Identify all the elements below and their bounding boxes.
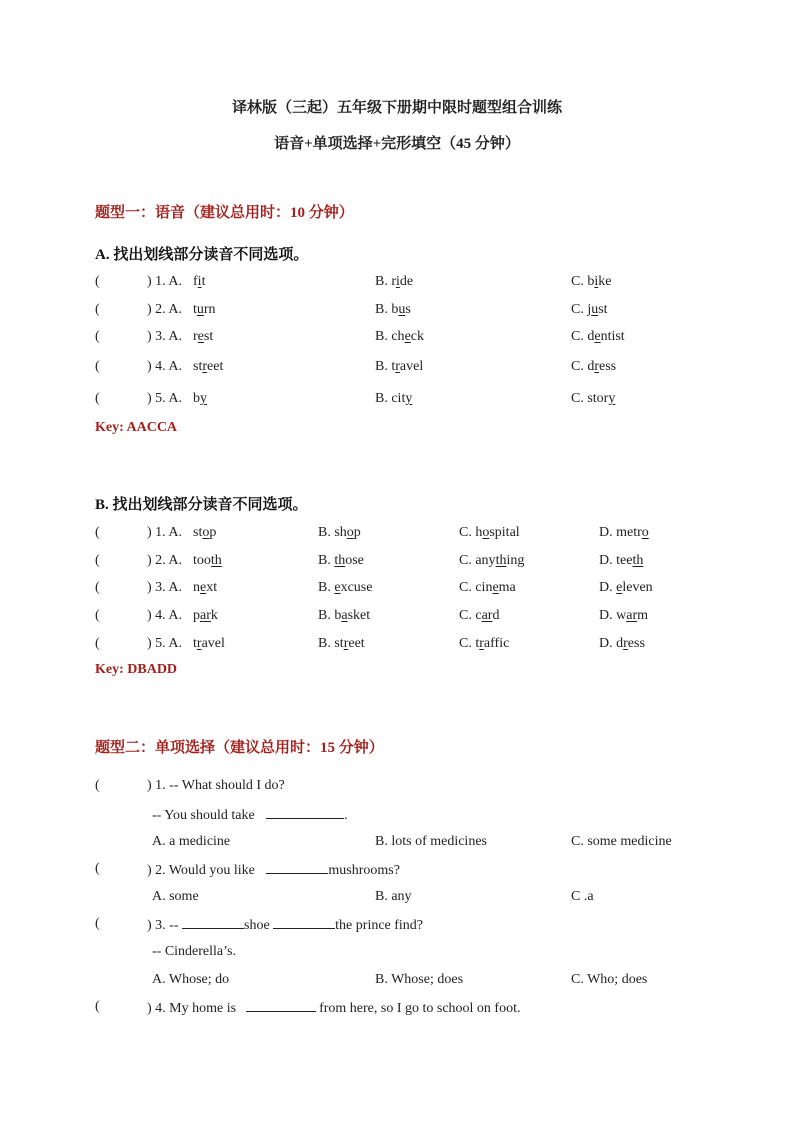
word-part: ma: [498, 580, 516, 595]
underlined-letters: r: [343, 636, 349, 651]
answer-paren[interactable]: (: [95, 553, 100, 568]
word-part: avel: [201, 636, 225, 651]
underlined-letters: y: [200, 391, 207, 406]
option-a: [193, 553, 222, 569]
word-part: ke: [598, 274, 612, 289]
option-c: [459, 525, 520, 541]
word-part: affic: [483, 636, 510, 651]
word-part: n: [193, 580, 200, 595]
option-a: [193, 359, 223, 375]
q2-stem-start: ) 2. Would you like: [147, 863, 255, 878]
word-part: B. ch: [375, 329, 405, 344]
option-a: [193, 329, 213, 345]
word-part: D.: [599, 580, 617, 595]
partA-answer-key: Key: AACCA: [95, 420, 178, 435]
q1-response-text: -- You should take: [152, 808, 255, 823]
partB-answer-key: Key: DBADD: [95, 662, 178, 677]
answer-paren[interactable]: (: [95, 636, 100, 651]
option-b: [375, 359, 423, 375]
q1-paren: (: [95, 778, 100, 793]
word-part: m: [637, 608, 649, 623]
partB-heading: B. 找出划线部分读音不同选项。: [95, 497, 308, 513]
q4-answer-blank[interactable]: [246, 999, 316, 1012]
word-part: ing: [506, 553, 525, 568]
underlined-letters: th: [495, 553, 507, 568]
word-part: st: [598, 302, 608, 317]
section1-heading: 题型一：语音（建议总用时：10 分钟）: [95, 205, 354, 221]
q3-stem-start: ) 3. --: [147, 918, 179, 933]
word-part: f: [193, 274, 198, 289]
q1-option-c: C. some medicine: [571, 834, 672, 849]
word-part: C. j: [571, 302, 592, 317]
q4-stem-end: from here, so I go to school on foot.: [319, 1001, 521, 1016]
underlined-letters: o: [641, 525, 649, 540]
word-part: rn: [203, 302, 216, 317]
option-d: [599, 608, 648, 624]
option-d: [599, 525, 649, 541]
word-part: C. d: [571, 359, 595, 374]
q3-option-c: C. Who; does: [571, 972, 648, 987]
option-c: [571, 329, 625, 345]
option-c: [571, 274, 611, 290]
word-part: B.: [318, 580, 335, 595]
underlined-letters: th: [632, 553, 644, 568]
q3-stem-mid: shoe: [244, 918, 270, 933]
q3-option-b: B. Whose; does: [375, 972, 464, 987]
question-number: ) 5. A.: [147, 391, 182, 406]
q2-stem-end: mushrooms?: [328, 863, 400, 878]
q1-option-a: A. a medicine: [152, 834, 231, 849]
word-part: D. tee: [599, 553, 633, 568]
option-d: [599, 553, 643, 569]
word-part: B. t: [375, 359, 396, 374]
answer-paren[interactable]: (: [95, 359, 100, 374]
word-part: C. h: [459, 525, 483, 540]
word-part: st: [193, 525, 203, 540]
underlined-letters: th: [334, 553, 346, 568]
word-part: too: [193, 553, 211, 568]
word-part: r: [193, 329, 198, 344]
word-part: s: [405, 302, 411, 317]
question-number: ) 4. A.: [147, 608, 182, 623]
q3-answer-blank-1[interactable]: [182, 916, 244, 929]
word-part: sket: [347, 608, 371, 623]
word-part: C. c: [459, 608, 482, 623]
option-b: [375, 274, 413, 290]
word-part: C. any: [459, 553, 496, 568]
word-part: b: [193, 391, 200, 406]
underlined-letters: i: [396, 274, 400, 289]
word-part: B.: [318, 553, 335, 568]
q2-option-a: A. some: [152, 889, 199, 904]
question-number: ) 1. A.: [147, 525, 182, 540]
q1-answer-blank[interactable]: [266, 806, 344, 819]
underlined-letters: o: [346, 525, 354, 540]
underlined-letters: e: [616, 580, 623, 595]
question-number: ) 3. A.: [147, 329, 182, 344]
underlined-letters: r: [594, 359, 600, 374]
answer-paren[interactable]: (: [95, 302, 100, 317]
option-a: [193, 391, 207, 407]
q2-stem: [147, 861, 400, 879]
word-part: xt: [206, 580, 218, 595]
word-part: st: [203, 329, 214, 344]
underlined-letters: e: [492, 580, 499, 595]
underlined-letters: i: [197, 274, 202, 289]
option-a: [193, 608, 218, 624]
question-number: ) 4. A.: [147, 359, 182, 374]
underlined-letters: r: [202, 359, 208, 374]
q1-response: [152, 806, 348, 824]
answer-paren[interactable]: (: [95, 525, 100, 540]
q4-paren: (: [95, 999, 100, 1014]
q1-option-b: B. lots of medicines: [375, 834, 487, 849]
underlined-letters: o: [482, 525, 490, 540]
answer-paren[interactable]: (: [95, 274, 100, 289]
word-part: leven: [622, 580, 653, 595]
word-part: t: [193, 302, 197, 317]
q3-answer-blank-2[interactable]: [273, 916, 335, 929]
option-b: [318, 636, 365, 652]
option-a: [193, 302, 216, 318]
word-part: st: [193, 359, 203, 374]
question-number: ) 3. A.: [147, 580, 182, 595]
q4-stem-start: ) 4. My home is: [147, 1001, 237, 1016]
word-part: spital: [489, 525, 520, 540]
word-part: p: [353, 525, 361, 540]
word-part: B. sh: [318, 525, 347, 540]
option-c: [459, 636, 509, 652]
word-part: C. t: [459, 636, 480, 651]
document-title: 译林版（三起）五年级下册期中限时题型组合训练: [231, 100, 562, 116]
word-part: k: [210, 608, 218, 623]
answer-paren[interactable]: (: [95, 329, 100, 344]
word-part: D. metr: [599, 525, 642, 540]
word-part: B. st: [318, 636, 344, 651]
underlined-letters: e: [334, 580, 341, 595]
option-b: [375, 391, 412, 407]
word-part: B. b: [318, 608, 342, 623]
q3-stem: [147, 916, 423, 934]
q2-paren: (: [95, 861, 100, 876]
option-a: [193, 525, 216, 541]
word-part: xcuse: [340, 580, 373, 595]
option-a: [193, 580, 217, 596]
word-part: C. stor: [571, 391, 609, 406]
word-part: eet: [348, 636, 365, 651]
document-subtitle: 语音+单项选择+完形填空（45 分钟）: [274, 136, 520, 152]
underlined-letters: u: [398, 302, 406, 317]
underlined-letters: e: [404, 329, 411, 344]
underlined-letters: a: [341, 608, 348, 623]
option-c: [571, 359, 616, 375]
underlined-letters: th: [210, 553, 222, 568]
underlined-letters: ar: [200, 608, 211, 623]
underlined-letters: i: [594, 274, 599, 289]
partA-heading: A. 找出划线部分读音不同选项。: [95, 247, 309, 263]
option-b: [318, 608, 370, 624]
word-part: ess: [627, 636, 645, 651]
underlined-letters: y: [608, 391, 616, 406]
q2-option-b: B. any: [375, 889, 412, 904]
option-d: [599, 636, 645, 652]
answer-paren[interactable]: (: [95, 608, 100, 623]
word-part: t: [201, 274, 206, 289]
word-part: ck: [410, 329, 424, 344]
word-part: D. d: [599, 636, 624, 651]
q3-response: -- Cinderella’s.: [152, 944, 236, 959]
q2-answer-blank[interactable]: [266, 861, 328, 874]
word-part: p: [193, 608, 200, 623]
word-part: eet: [207, 359, 224, 374]
q3-option-a: A. Whose; do: [152, 972, 230, 987]
option-d: [599, 580, 653, 596]
underlined-letters: e: [197, 329, 204, 344]
underlined-letters: u: [591, 302, 599, 317]
q4-stem: [147, 999, 520, 1017]
word-part: d: [492, 608, 500, 623]
option-b: [318, 580, 372, 596]
word-part: B. cit: [375, 391, 406, 406]
question-number: ) 2. A.: [147, 553, 182, 568]
option-c: [459, 580, 516, 596]
underlined-letters: r: [623, 636, 628, 651]
word-part: de: [399, 274, 414, 289]
underlined-letters: y: [405, 391, 413, 406]
word-part: B. r: [375, 274, 396, 289]
word-part: ose: [345, 553, 364, 568]
option-a: [193, 636, 225, 652]
option-b: [318, 553, 364, 569]
q2-option-c: C .a: [571, 889, 594, 904]
q3-stem-end: the prince find?: [335, 918, 424, 933]
word-part: p: [209, 525, 217, 540]
answer-paren[interactable]: (: [95, 391, 100, 406]
word-part: avel: [399, 359, 424, 374]
option-b: [375, 329, 424, 345]
underlined-letters: ar: [481, 608, 493, 623]
q1-period: .: [344, 808, 348, 823]
word-part: B. b: [375, 302, 399, 317]
underlined-letters: e: [594, 329, 601, 344]
word-part: D. w: [599, 608, 627, 623]
option-b: [318, 525, 361, 541]
underlined-letters: u: [196, 302, 204, 317]
question-number: ) 2. A.: [147, 302, 182, 317]
word-part: ntist: [600, 329, 625, 344]
underlined-letters: ar: [626, 608, 638, 623]
word-part: t: [193, 636, 197, 651]
word-part: C. d: [571, 329, 595, 344]
option-c: [571, 391, 615, 407]
option-b: [375, 302, 411, 318]
section2-heading: 题型二：单项选择（建议总用时：15 分钟）: [95, 740, 384, 756]
option-c: [459, 553, 524, 569]
answer-paren[interactable]: (: [95, 580, 100, 595]
underlined-letters: r: [196, 636, 202, 651]
option-c: [459, 608, 499, 624]
word-part: C. cin: [459, 580, 493, 595]
option-c: [571, 302, 608, 318]
word-part: ess: [599, 359, 617, 374]
underlined-letters: e: [200, 580, 207, 595]
question-number: ) 1. A.: [147, 274, 182, 289]
underlined-letters: r: [479, 636, 484, 651]
option-a: [193, 274, 205, 290]
question-number: ) 5. A.: [147, 636, 182, 651]
underlined-letters: o: [202, 525, 210, 540]
word-part: C. b: [571, 274, 595, 289]
q1-stem: ) 1. -- What should I do?: [147, 778, 285, 793]
q3-paren: (: [95, 916, 100, 931]
underlined-letters: r: [395, 359, 400, 374]
